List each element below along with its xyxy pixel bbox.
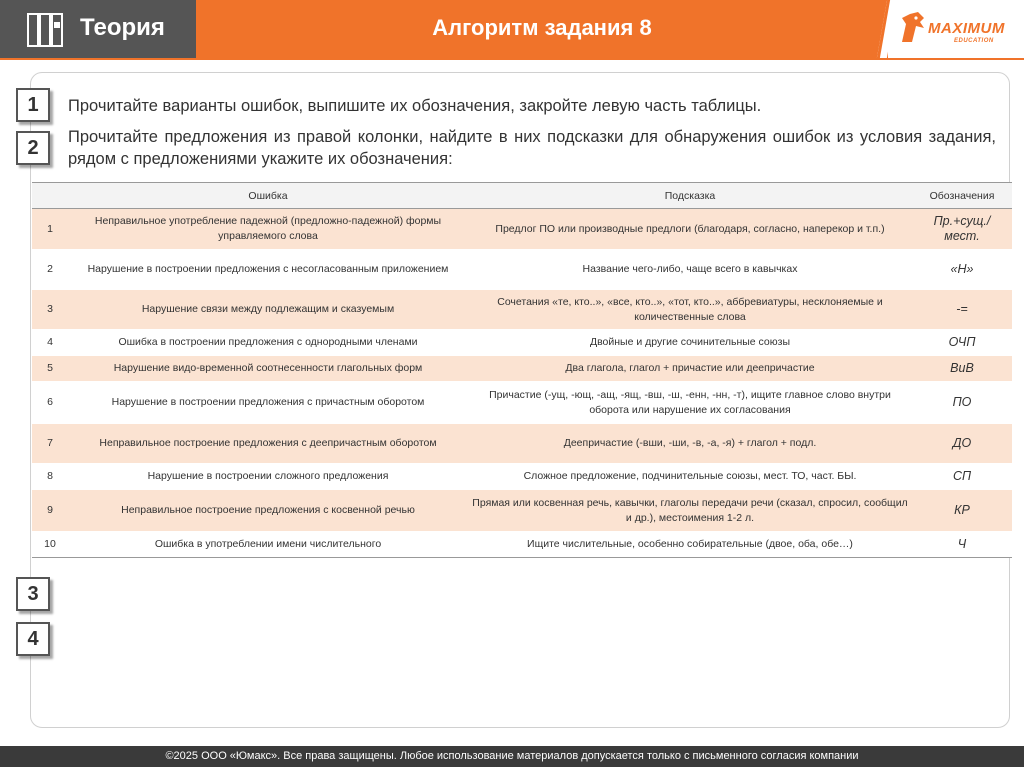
row-num: 6 [32, 382, 68, 424]
row-num: 3 [32, 290, 68, 330]
row-hint: Предлог ПО или производные предлоги (благодаря, согласно, наперекор и т.п.) [468, 209, 912, 250]
row-error: Нарушение в построении предложения с причастным оборотом [68, 382, 468, 424]
row-code: «Н» [912, 250, 1012, 290]
row-error: Нарушение в построении сложного предложения [68, 464, 468, 490]
header-underline [0, 58, 1024, 60]
title-bar [196, 0, 888, 58]
row-hint: Ищите числительные, особенно собирательные (двое, оба, обе…) [468, 532, 912, 558]
table-row [32, 382, 1012, 424]
row-hint: Деепричастие (-вши, -ши, -в, -а, -я) + глагол + подл. [468, 424, 912, 464]
table-row [32, 209, 1012, 250]
row-error: Нарушение в построении предложения с несогласованным приложением [68, 250, 468, 290]
row-num: 9 [32, 490, 68, 532]
book-icon [26, 10, 64, 50]
row-code: Ч [912, 532, 1012, 558]
header-error: Ошибка [68, 183, 468, 209]
row-num: 1 [32, 209, 68, 250]
row-hint: Двойные и другие сочинительные союзы [468, 330, 912, 356]
step-1-text: Прочитайте варианты ошибок, выпишите их обозначения, закройте левую часть таблицы. [68, 97, 762, 115]
header-hint: Подсказка [468, 183, 912, 209]
horse-head-icon [898, 10, 928, 44]
row-hint: Прямая или косвенная речь, кавычки, глаголы передачи речи (сказал, спросил, сообщил и др.), местоимения 1-2 л. [468, 490, 912, 532]
table-row [32, 532, 1012, 558]
row-num: 10 [32, 532, 68, 558]
row-error: Нарушение связи между подлежащим и сказуемым [68, 290, 468, 330]
table-row [32, 330, 1012, 356]
step-2-text: Прочитайте предложения из правой колонки, найдите в них подсказки для обнаружения ошибок из условия задания, рядом с предложениями укажите их обозначения: [68, 128, 996, 168]
row-code: ВиВ [912, 356, 1012, 382]
row-error: Неправильное построение предложения с косвенной речью [68, 490, 468, 532]
row-hint: Название чего-либо, чаще всего в кавычках [468, 250, 912, 290]
table-row [32, 356, 1012, 382]
errors-table [32, 182, 1012, 558]
row-num: 7 [32, 424, 68, 464]
row-error: Неправильное употребление падежной (предложно-падежной) формы управляемого слова [68, 209, 468, 250]
row-num: 8 [32, 464, 68, 490]
row-code: СП [912, 464, 1012, 490]
row-hint: Сложное предложение, подчинительные союзы, мест. ТО, част. БЫ. [468, 464, 912, 490]
logo [888, 0, 1024, 58]
table-row [32, 464, 1012, 490]
table-row [32, 250, 1012, 290]
header-code: Обозначения [912, 183, 1012, 209]
logo-text: MAXIMUM [928, 20, 1005, 37]
row-error: Неправильное построение предложения с деепричастным оборотом [68, 424, 468, 464]
row-num: 2 [32, 250, 68, 290]
row-error: Ошибка в построении предложения с однородными членами [68, 330, 468, 356]
row-error: Нарушение видо-временной соотнесенности глагольных форм [68, 356, 468, 382]
table-header-row [32, 183, 1012, 209]
step-2-badge: 2 [16, 131, 50, 165]
step-3-badge: 3 [16, 577, 50, 611]
section-bar [0, 0, 196, 58]
footer-copyright: ©2025 ООО «Юмакс». Все права защищены. Любое использование материалов допускается только с письменного согласия компании [0, 746, 1024, 767]
table-row [32, 490, 1012, 532]
header [0, 0, 1024, 60]
header-num [32, 183, 68, 209]
row-code: Пр.+сущ./ мест. [912, 209, 1012, 250]
row-code: ДО [912, 424, 1012, 464]
section-title: Теория [80, 14, 165, 41]
step-1-badge: 1 [16, 88, 50, 122]
row-hint: Причастие (-ущ, -ющ, -ащ, -ящ, -вш, -ш, -енн, -нн, -т), ищите главное слово внутри оборота или нарушение их согласования [468, 382, 912, 424]
row-num: 4 [32, 330, 68, 356]
row-code: -= [912, 290, 1012, 330]
row-code: ПО [912, 382, 1012, 424]
logo-subtext: EDUCATION [954, 38, 994, 44]
slide-title: Алгоритм задания 8 [432, 15, 652, 40]
table-row [32, 290, 1012, 330]
row-error: Ошибка в употреблении имени числительного [68, 532, 468, 558]
row-code: ОЧП [912, 330, 1012, 356]
row-hint: Сочетания «те, кто..», «все, кто..», «тот, кто..», аббревиатуры, несклоняемые и количественные слова [468, 290, 912, 330]
row-hint: Два глагола, глагол + причастие или деепричастие [468, 356, 912, 382]
step-4-badge: 4 [16, 622, 50, 656]
row-num: 5 [32, 356, 68, 382]
row-code: КР [912, 490, 1012, 532]
table-row [32, 424, 1012, 464]
